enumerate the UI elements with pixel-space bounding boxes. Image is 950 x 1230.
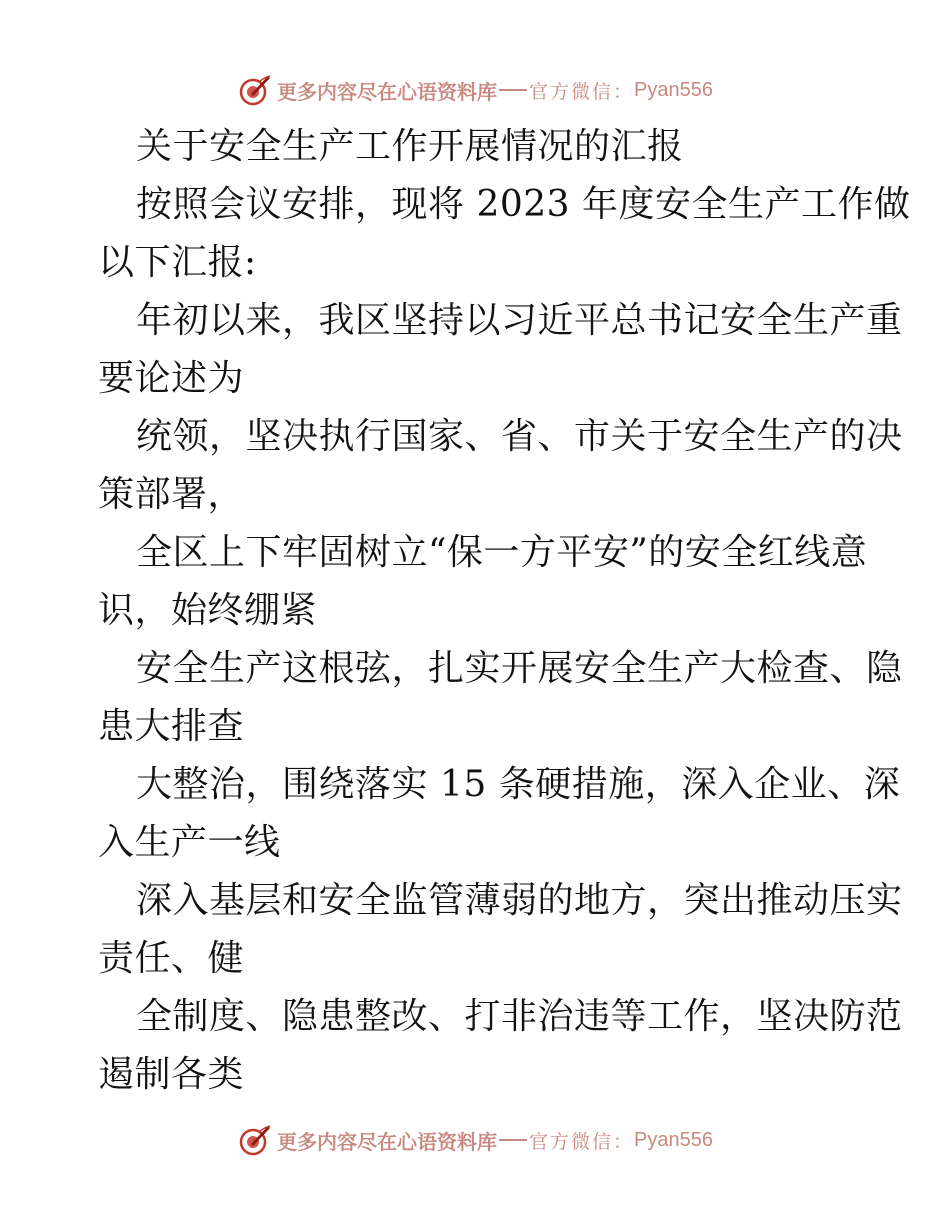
- watermark-separator: [499, 89, 527, 91]
- paragraph-line: 统领，坚决执行国家、省、市关于安全生产的决: [136, 416, 903, 457]
- quill-pen-circle-icon: [237, 72, 273, 108]
- paragraph-line: 入生产一线: [98, 822, 281, 863]
- paragraph-line: 按照会议安排，现将 2023 年度安全生产工作做: [136, 184, 911, 225]
- quill-pen-circle-icon: [237, 1122, 273, 1158]
- paragraph-line: 策部署，: [98, 474, 245, 515]
- watermark-brand-text: 更多内容尽在心语资料库: [277, 1129, 497, 1154]
- paragraph-line: 要论述为: [98, 358, 245, 399]
- paragraph-line: 全制度、隐患整改、打非治违等工作，坚决防范: [136, 996, 903, 1037]
- watermark-brand-text: 更多内容尽在心语资料库: [277, 79, 497, 104]
- watermark-separator: [499, 1139, 527, 1141]
- paragraph-line: 深入基层和安全监管薄弱的地方，突出推动压实: [136, 880, 903, 921]
- paragraph-line: 全区上下牢固树立“保一方平安”的安全红线意: [136, 532, 868, 573]
- watermark-official-label: 官方微信：: [529, 80, 635, 103]
- paragraph-line: 安全生产这根弦，扎实开展安全生产大检查、隐: [136, 648, 903, 689]
- watermark-wechat-id: Pyan556: [634, 1128, 713, 1151]
- paragraph-line: 患大排查: [98, 706, 245, 747]
- watermark-wechat-id: Pyan556: [634, 78, 713, 101]
- paragraph-line: 以下汇报:: [98, 242, 257, 283]
- paragraph-line: 年初以来，我区坚持以习近平总书记安全生产重: [136, 300, 903, 341]
- document-title: 关于安全生产工作开展情况的汇报: [136, 126, 684, 167]
- paragraph-line: 责任、健: [98, 938, 245, 979]
- header-watermark: [0, 70, 950, 110]
- paragraph-line: 大整治，围绕落实 15 条硬措施，深入企业、深: [136, 764, 901, 805]
- paragraph-line: 识，始终绷紧: [98, 590, 318, 631]
- document-body: [98, 118, 911, 1104]
- footer-watermark: [0, 1120, 950, 1160]
- watermark-official-label: 官方微信：: [529, 1130, 635, 1153]
- paragraph-line: 遏制各类: [98, 1054, 245, 1095]
